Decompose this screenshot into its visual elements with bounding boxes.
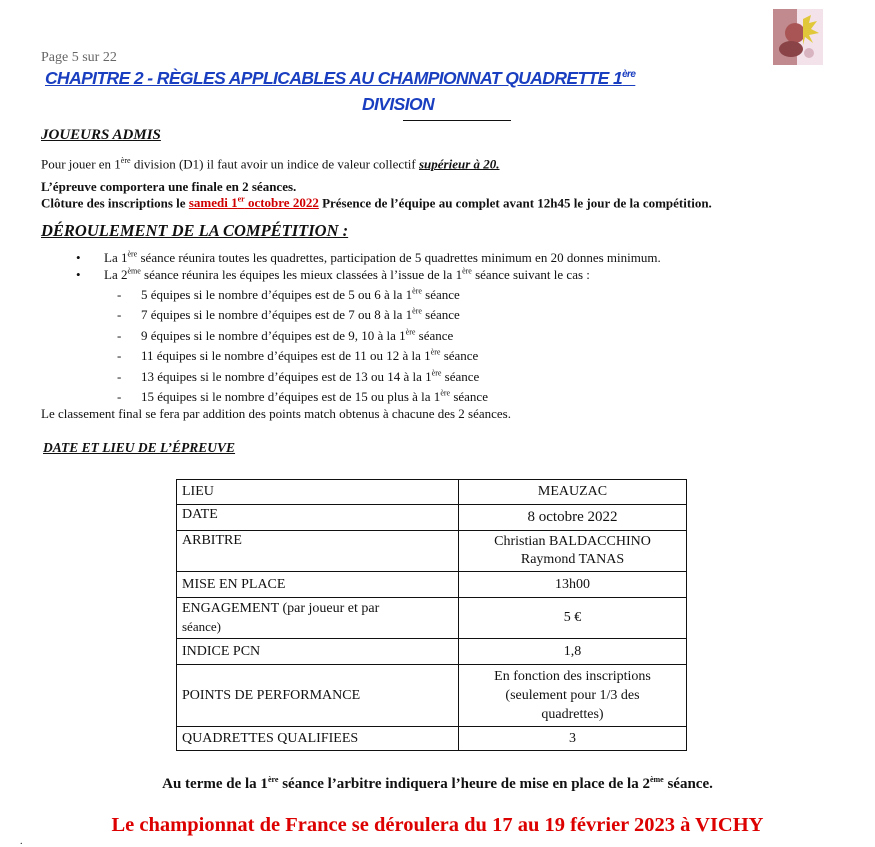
chapter-title-line2: DIVISION [362, 94, 435, 114]
joueurs-line-1: Pour jouer en 1ère division (D1) il faut avoir un indice de valeur collectif supérieur à 20. [41, 156, 500, 172]
chapter-title: CHAPITRE 2 - RÈGLES APPLICABLES AU CHAMPIONNAT QUADRETTE 1ère [45, 68, 636, 88]
table-key: LIEU [177, 480, 459, 505]
federation-logo-icon [773, 9, 823, 65]
table-row [177, 639, 687, 665]
table-row [177, 505, 687, 531]
case-item: - 7 équipes si le nombre d’équipes est de 7 ou 8 à la 1ère séance [117, 307, 460, 323]
info-table [176, 479, 687, 751]
table-value: 3 [459, 727, 687, 751]
table-row [177, 572, 687, 598]
case-item: - 5 équipes si le nombre d’équipes est de 5 ou 6 à la 1ère séance [117, 287, 460, 303]
table-key: ARBITRE [177, 531, 459, 572]
page-number: Page 5 sur 22 [41, 50, 117, 65]
case-item: - 15 équipes si le nombre d’équipes est de 15 ou plus à la 1ère séance [117, 389, 488, 405]
table-row [177, 665, 687, 727]
table-key: QUADRETTES QUALIFIEES [177, 727, 459, 751]
table-row [177, 480, 687, 505]
bullet-item: • La 2ème séance réunira les équipes les mieux classées à l’issue de la 1ère séance suivant le cas : [80, 267, 566, 283]
table-row [177, 598, 687, 639]
section-heading-deroulement: DÉROULEMENT DE LA COMPÉTITION : [41, 221, 349, 240]
table-key: INDICE PCN [177, 639, 459, 665]
table-key: POINTS DE PERFORMANCE [177, 665, 459, 727]
joueurs-line-2: L’épreuve comportera une finale en 2 séances. [41, 179, 297, 194]
table-value: 13h00 [459, 572, 687, 598]
table-value: MEAUZAC [459, 480, 687, 505]
title-underline [403, 120, 511, 121]
table-value: 8 octobre 2022 [459, 505, 687, 531]
joueurs-line-3: Clôture des inscriptions le samedi 1er octobre 2022 Présence de l’équipe au complet avant 12h45 le jour de la compétition. [41, 195, 712, 211]
classement-final: Le classement final se fera par addition des points match obtenus à chacune des 2 séances. [41, 406, 511, 421]
table-key: DATE [177, 505, 459, 531]
table-row [177, 531, 687, 572]
stray-dot: . [20, 836, 23, 847]
case-item: - 13 équipes si le nombre d’équipes est de 13 ou 14 à la 1ère séance [117, 369, 480, 385]
note-seance: Au terme de la 1ère séance l’arbitre indiquera l’heure de mise en place de la 2ème séance. [162, 775, 713, 792]
table-value: 5 € [459, 598, 687, 639]
case-item: - 11 équipes si le nombre d’équipes est de 11 ou 12 à la 1ère séance [117, 348, 479, 364]
section-heading-date-lieu: DATE ET LIEU DE L’ÉPREUVE [43, 440, 236, 455]
section-heading-joueurs: JOUEURS ADMIS [41, 127, 161, 143]
table-key: MISE EN PLACE [177, 572, 459, 598]
table-value: Christian BALDACCHINO Raymond TANAS [459, 531, 687, 572]
table-value: 1,8 [459, 639, 687, 665]
table-key: ENGAGEMENT (par joueur et par séance) [177, 598, 459, 639]
table-row [177, 727, 687, 751]
table-value: En fonction des inscriptions (seulement pour 1/3 des quadrettes) [459, 665, 687, 727]
bullet-item: • La 1ère séance réunira toutes les quadrettes, participation de 5 quadrettes minimum en 20 donnes minimum. [80, 250, 637, 266]
championnat-france-text: Le championnat de France se déroulera du 17 au 19 février 2023 à VICHY [111, 814, 764, 836]
case-item: - 9 équipes si le nombre d’équipes est de 9, 10 à la 1ère séance [117, 328, 454, 344]
